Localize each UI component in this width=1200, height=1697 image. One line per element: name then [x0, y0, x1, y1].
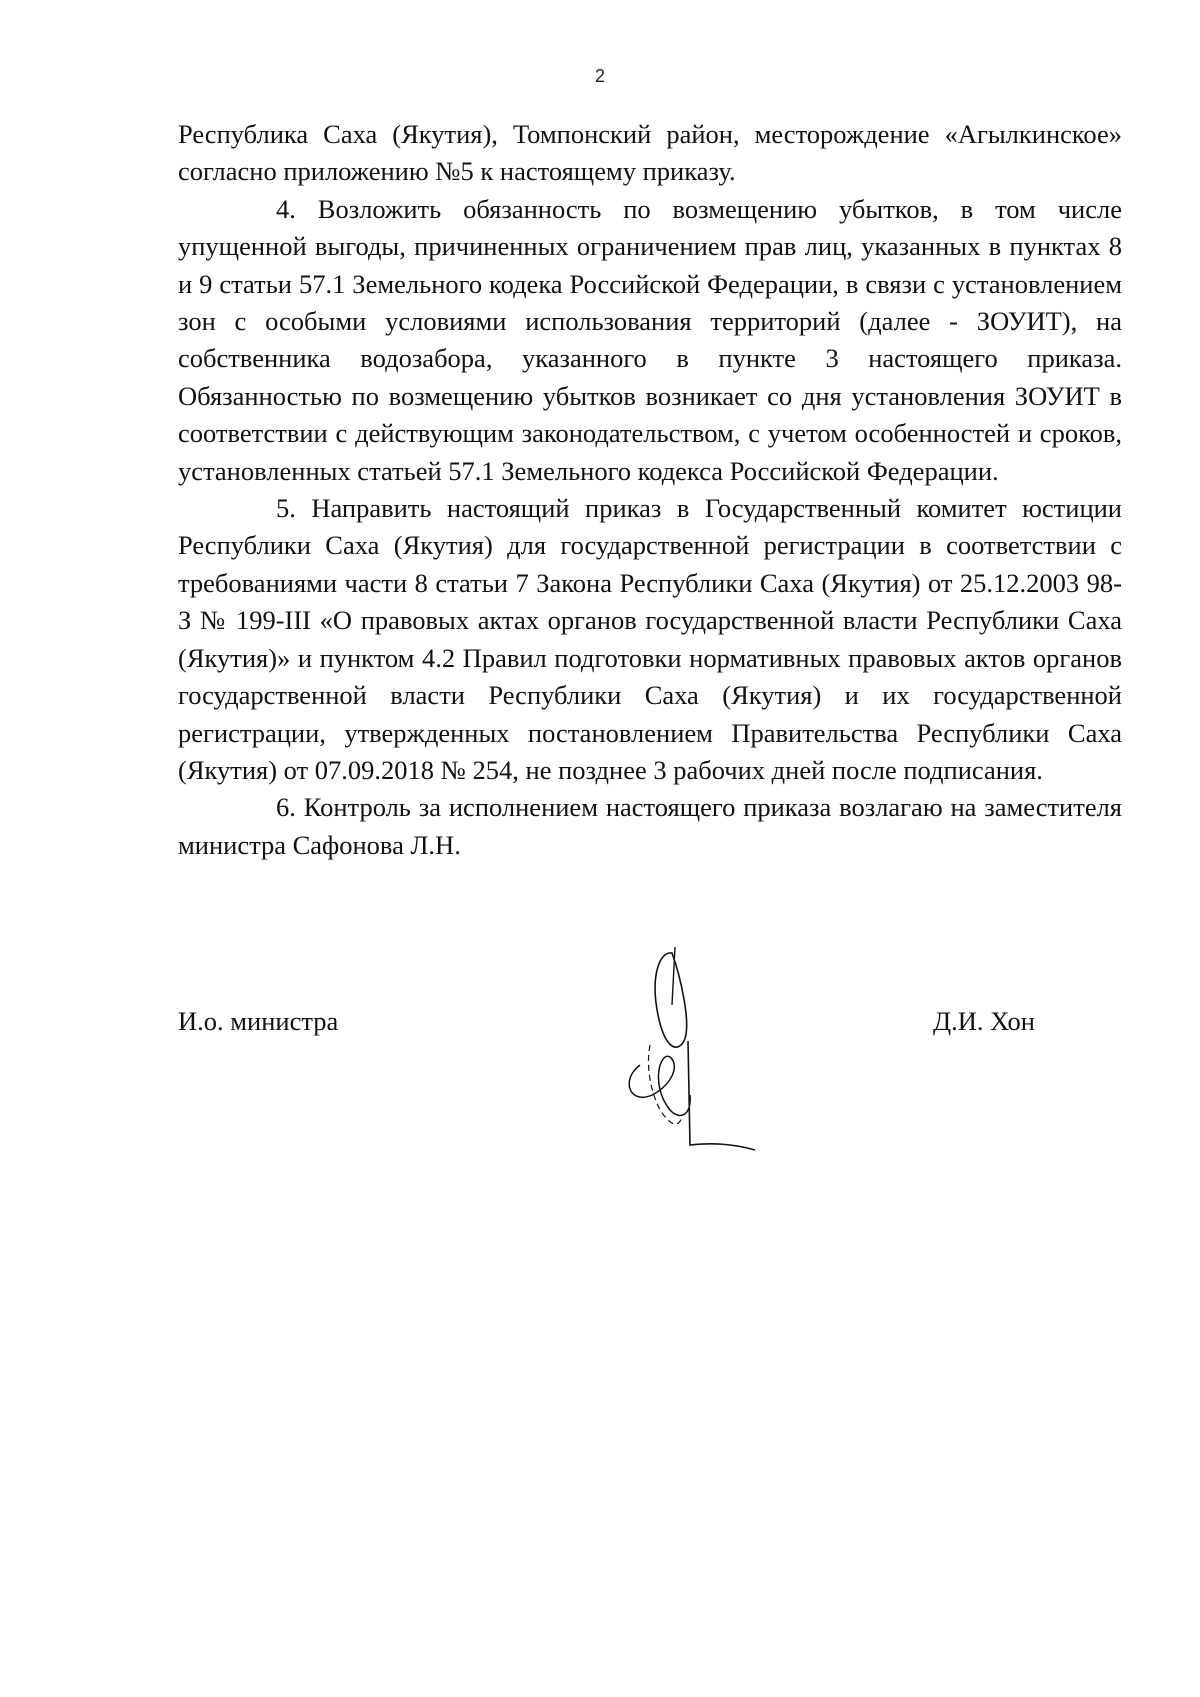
page-number: 2 — [594, 66, 605, 86]
paragraph-continuation: Республика Саха (Якутия), Томпонский район, месторождение «Агылкинское» согласно приложению №5 к настоящему приказу. — [178, 119, 1122, 187]
paragraph-item-4: 4. Возложить обязанность по возмещению убытков, в том числе упущенной выгоды, причиненных ограничением прав лиц, указанных в пунктах 8 и 9 статьи 57.1 Земельного кодека Российской Федерации, в связи с установлением зон с особыми условиями использования территорий (далее - ЗОУИТ), на собственника водозабора, указанного в пункте 3 настоящего приказа. Обязанностью по возмещению убытков возникает со дня установления ЗОУИТ в соответствии с действующим законодательством, с учетом особенностей и сроков, установленных статьей 57.1 Земельного кодекса Российской Федерации. — [178, 193, 1122, 486]
handwritten-signature — [580, 945, 780, 1165]
document-body — [178, 116, 1122, 864]
signatory-name: Д.И. Хон — [933, 1006, 1035, 1036]
paragraph-item-5: 5. Направить настоящий приказ в Государственный комитет юстиции Республики Саха (Якутия) для государственной регистрации в соответствии с требованиями части 8 статьи 7 Закона Республики Саха (Якутия) от 25.12.2003 98-З № 199-III «О правовых актах органов государственной власти Республики Саха (Якутия)» и пунктом 4.2 Правил подготовки нормативных правовых актов органов государственной власти Республики Саха (Якутия) и их государственной регистрации, утвержденных постановлением Правительства Республики Саха (Якутия) от 07.09.2018 № 254, не позднее 3 рабочих дней после подписания. — [178, 493, 1122, 785]
signatory-title: И.о. министра — [178, 1006, 339, 1036]
paragraph-item-6: 6. Контроль за исполнением настоящего приказа возлагаю на заместителя министра Сафонова Л.Н. — [178, 792, 1122, 860]
